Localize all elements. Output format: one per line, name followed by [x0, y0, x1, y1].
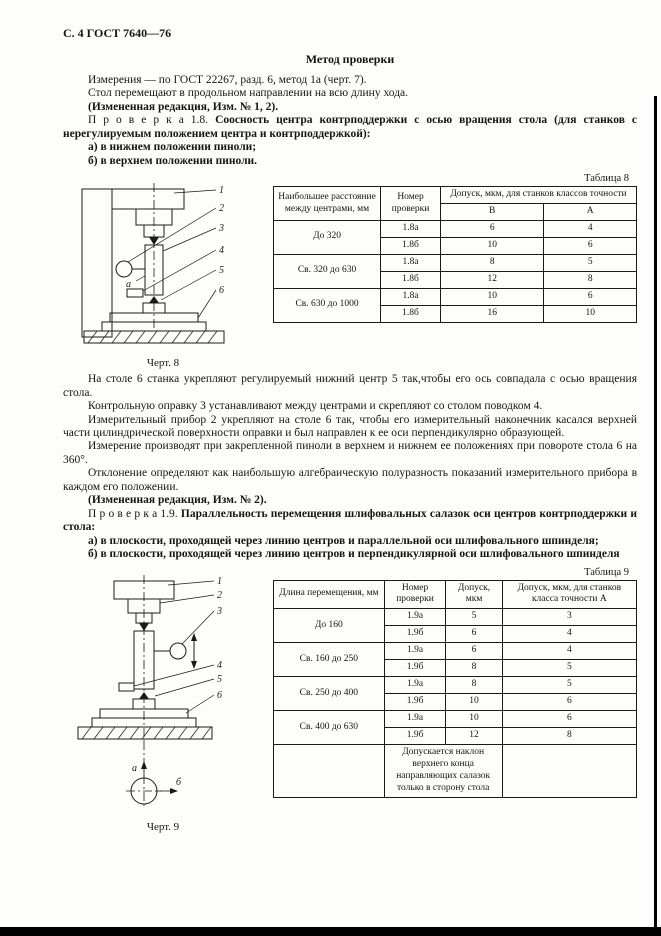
detail-label-a: а [132, 762, 137, 774]
callout-1: 1 [217, 575, 222, 587]
base-hatching [82, 727, 211, 739]
check-cell: 1.9а [384, 643, 446, 660]
tolerance-a-cell: 4 [544, 220, 637, 237]
figure8-drawing [68, 179, 258, 349]
tolerance-a-cell: 4 [502, 643, 636, 660]
headstock-arm [112, 189, 184, 209]
machine-column [82, 189, 112, 337]
figure-8 [63, 173, 263, 369]
check-1-8-item-a: а) в нижнем положении пиноли; [88, 141, 257, 154]
callout-5: 5 [217, 673, 222, 685]
section-title: Метод проверки [305, 52, 395, 66]
tolerance-v-cell: 10 [440, 237, 543, 254]
driving-dog [127, 289, 143, 297]
callout-4: 4 [219, 245, 224, 257]
range-cell: Св. 400 до 630 [274, 711, 385, 745]
paragraph-table-movement: Стол перемещают в продольном направлении на всю длину хода. [88, 87, 409, 100]
range-cell: Св. 160 до 250 [274, 643, 385, 677]
tolerance-cell: 6 [446, 643, 502, 660]
detail-label-b: б [176, 776, 182, 788]
figure-9 [63, 567, 263, 833]
figure8-caption: Черт. 8 [146, 357, 180, 370]
check-cell: 1.8б [381, 305, 441, 322]
tolerance-a-cell: 4 [502, 626, 636, 643]
tolerance-a-cell: 8 [544, 271, 637, 288]
tolerance-cell: 8 [446, 677, 502, 694]
dial-indicator-icon [170, 643, 186, 659]
check-cell: 1.8б [381, 271, 441, 288]
check-cell: 1.9а [384, 711, 446, 728]
figure8-table8-section [63, 173, 637, 369]
tolerance-a-cell: 5 [544, 254, 637, 271]
check-cell: 1.8а [381, 220, 441, 237]
table8-header-tolerance: Допуск, мкм, для станков классов точности [440, 187, 636, 204]
tolerance-a-cell: 6 [502, 694, 636, 711]
table8-caption: Таблица 8 [584, 173, 629, 185]
table-row [274, 643, 637, 660]
tolerance-a-cell: 6 [502, 711, 636, 728]
paragraph-revision-1: (Измененная редакция, Изм. № 1, 2). [88, 100, 279, 113]
range-cell: До 160 [274, 609, 385, 643]
table-row [274, 677, 637, 694]
table9-header-tolerance: Допуск, мкм [446, 580, 502, 609]
figure9-drawing [68, 573, 258, 813]
tolerance-a-cell: 6 [544, 288, 637, 305]
tolerance-cell: 10 [446, 694, 502, 711]
table9-header-length: Длина перемещения, мм [274, 580, 385, 609]
table9-caption: Таблица 9 [584, 566, 629, 578]
empty-cell [502, 745, 636, 798]
table9-note: Допускается наклон верхнего конца направляющих салазок только в сторону стола [384, 745, 502, 798]
detail-arrow-b-icon [170, 788, 178, 794]
paragraph-indicator-setup: Измерительный прибор 2 укрепляют на столе 6 так, чтобы его измерительный наконечник касался верхней части цилиндрической поверхности оправки и был направлен к ее оси перпендикулярно образующей. [63, 413, 637, 439]
tolerance-v-cell: 16 [440, 305, 543, 322]
table9-note-row [274, 745, 637, 798]
paragraph-measurements: Измерения — по ГОСТ 22267, разд. 6, метод 1а (черт. 7). [88, 74, 367, 86]
table-9 [273, 580, 637, 798]
callout-2: 2 [217, 589, 222, 601]
table8-header-distance: Наибольшее расстояние между центрами, мм [274, 187, 381, 221]
table9-header-tolerance-class-a: Допуск, мкм, для станков класса точности А [502, 580, 636, 609]
measure-direction-a-label: а [126, 279, 131, 291]
check-cell: 1.9б [384, 626, 446, 643]
check-1-9-item-b: б) в плоскости, проходящей через линию центров и перпендикулярной оси шлифовального шпинделя [88, 548, 620, 561]
scan-edge-right [654, 96, 657, 927]
tolerance-cell: 6 [446, 626, 502, 643]
callout-3: 3 [219, 223, 224, 235]
tolerance-v-cell: 10 [440, 288, 543, 305]
range-cell: Св. 320 до 630 [274, 254, 381, 288]
table8-header-check-number: Номер проверки [381, 187, 441, 221]
arrow-down-icon [191, 661, 197, 669]
detail-arrow-a-icon [141, 761, 147, 769]
check-1-9-label: П р о в е р к а 1.9. [88, 507, 178, 520]
table-row [274, 254, 637, 271]
tolerance-v-cell: 6 [440, 220, 543, 237]
paragraph-center-setup: На столе 6 станка укрепляют регулируемый нижний центр 5 так,чтобы его ось совпадала с осью вращения стола. [63, 373, 637, 399]
dial-indicator-icon [116, 261, 132, 277]
check-1-9-text: Параллельность перемещения шлифовальных салазок оси центров контрподдержки и стола: [63, 507, 638, 534]
check-cell: 1.9б [384, 660, 446, 677]
empty-cell [274, 745, 385, 798]
callout-3: 3 [217, 605, 222, 617]
paragraph-revision-2: (Измененная редакция, Изм. № 2). [88, 494, 267, 507]
tolerance-cell: 8 [446, 660, 502, 677]
check-1-9-paragraph [63, 508, 637, 535]
callout-6: 6 [219, 285, 224, 297]
tolerance-a-cell: 5 [502, 677, 636, 694]
callout-leaders [134, 581, 214, 713]
check-1-9-item-a: а) в плоскости, проходящей через линию центров и параллельной оси шлифовального шпинделя; [88, 534, 599, 547]
range-cell: До 320 [274, 220, 381, 254]
table-row [274, 609, 637, 626]
tolerance-a-cell: 6 [544, 237, 637, 254]
callout-6: 6 [217, 689, 222, 701]
table-row [274, 288, 637, 305]
tolerance-a-cell: 10 [544, 305, 637, 322]
callout-5: 5 [219, 265, 224, 277]
check-cell: 1.8а [381, 288, 441, 305]
table-8 [273, 186, 637, 323]
check-1-8-label: П р о в е р к а 1.8. [88, 114, 209, 127]
check-cell: 1.9б [384, 694, 446, 711]
paragraph-mandrel-setup: Контрольную оправку 3 устанавливают между центрами и скрепляют со столом поводком 4. [88, 400, 543, 413]
paragraph-deviation: Отклонение определяют как наибольшую алгебраическую полуразность показаний измерительного прибора в каждом его положении. [63, 467, 637, 493]
table8-header-class-a: А [544, 204, 637, 221]
tolerance-cell: 5 [446, 609, 502, 626]
table8-header-class-v: В [440, 204, 543, 221]
paragraph-measurement: Измерение производят при закрепленной пиноли в верхнем и нижнем ее положениях при повороте стола 6 на 360°. [63, 440, 637, 466]
check-1-8-paragraph [63, 114, 637, 141]
scan-edge-bottom [0, 927, 661, 936]
tolerance-v-cell: 8 [440, 254, 543, 271]
check-cell: 1.8б [381, 237, 441, 254]
callout-2: 2 [219, 203, 224, 215]
callout-1: 1 [219, 185, 224, 197]
callout-4: 4 [217, 659, 222, 671]
figure9-caption: Черт. 9 [146, 820, 180, 833]
table8-block [273, 173, 637, 323]
check-1-8-item-b: б) в верхнем положении пиноли. [88, 154, 258, 167]
table-row [274, 711, 637, 728]
table9-block [273, 567, 637, 798]
check-cell: 1.9а [384, 609, 446, 626]
check-cell: 1.9а [384, 677, 446, 694]
figure9-table9-section [63, 567, 637, 833]
tolerance-cell: 10 [446, 711, 502, 728]
range-cell: Св. 630 до 1000 [274, 288, 381, 322]
check-cell: 1.9б [384, 728, 446, 745]
table9-header-check-number: Номер проверки [384, 580, 446, 609]
range-cell: Св. 250 до 400 [274, 677, 385, 711]
tolerance-cell: 12 [446, 728, 502, 745]
tolerance-a-cell: 8 [502, 728, 636, 745]
table-row [274, 220, 637, 237]
detail-arrows [144, 768, 171, 791]
check-1-8-text: Соосность центра контрподдержки с осью вращения стола (для станков с нерегулируемым положением центра и контрподдержкой): [63, 114, 638, 140]
tolerance-a-cell: 3 [502, 609, 636, 626]
check-cell: 1.8а [381, 254, 441, 271]
page-header: С. 4 ГОСТ 7640—76 [63, 26, 172, 40]
tolerance-v-cell: 12 [440, 271, 543, 288]
tolerance-a-cell: 5 [502, 660, 636, 677]
driving-dog [119, 683, 134, 691]
